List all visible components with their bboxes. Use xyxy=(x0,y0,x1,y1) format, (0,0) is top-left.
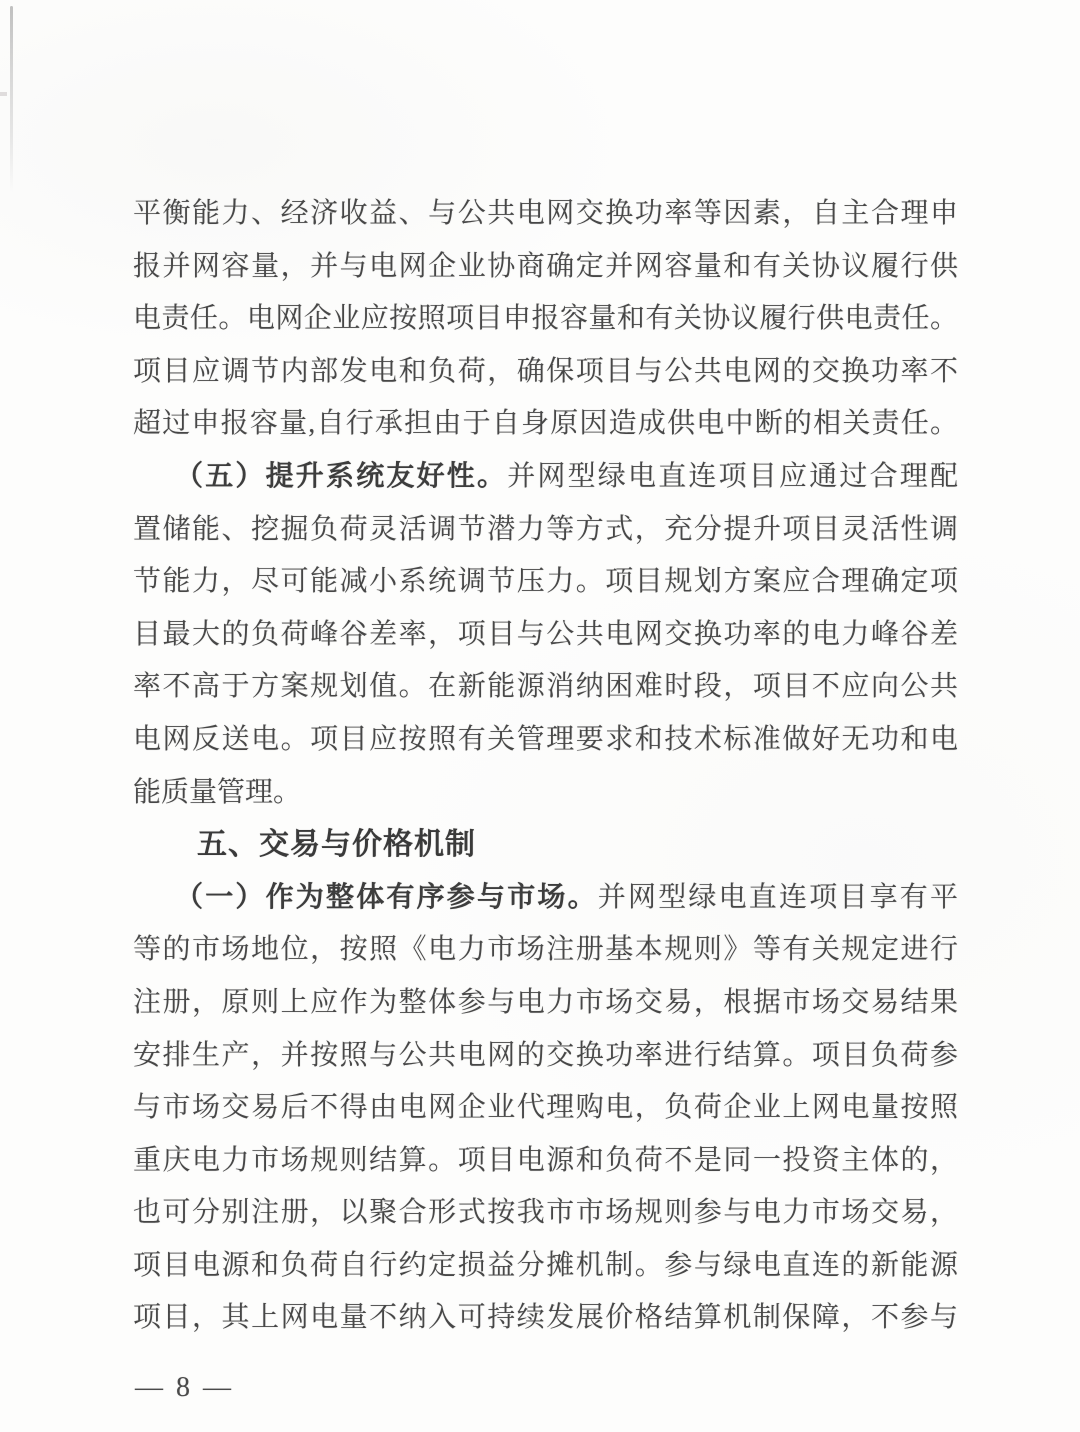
text-line: 等的市场地位，按照《电力市场注册基本规则》等有关规定进行 xyxy=(133,934,958,966)
text-line: 重庆电力市场规则结算。项目电源和负荷不是同一投资主体的， xyxy=(133,1144,958,1176)
text-line: 率不高于方案规划值。在新能源消纳困难时段，项目不应向公共 xyxy=(133,671,958,703)
text-line: 报并网容量，并与电网企业协商确定并网容量和有关协议履行供 xyxy=(133,250,958,282)
text-line: 项目应调节内部发电和负荷，确保项目与公共电网的交换功率不 xyxy=(133,355,958,387)
clause-text: 并网型绿电直连项目享有平 xyxy=(597,881,958,913)
text-line: 电网反送电。项目应按照有关管理要求和技术标准做好无功和电 xyxy=(133,723,958,755)
text-line: 注册，原则上应作为整体参与电力市场交易，根据市场交易结果 xyxy=(133,986,958,1018)
text-line xyxy=(133,451,958,504)
text-line: 置储能、挖掘负荷灵活调节潜力等方式，充分提升项目灵活性调 xyxy=(133,513,958,545)
text-line: 电责任。电网企业应按照项目申报容量和有关协议履行供电责任。 xyxy=(133,303,958,335)
page-number: — 8 — xyxy=(135,1372,234,1403)
text-line: 与市场交易后不得由电网企业代理购电，负荷企业上网电量按照 xyxy=(133,1092,958,1124)
text-line: 能质量管理。 xyxy=(133,776,302,808)
text-line: 项目，其上网电量不纳入可持续发展价格结算机制保障，不参与 xyxy=(133,1302,958,1334)
text-line: 目最大的负荷峰谷差率，项目与公共电网交换功率的电力峰谷差 xyxy=(133,618,958,650)
clause-text: 并网型绿电直连项目应通过合理配 xyxy=(507,460,958,492)
text-line: 超过申报容量,自行承担由于自身原因造成供电中断的相关责任。 xyxy=(133,408,958,440)
clause-title: （一）作为整体有序参与市场。 xyxy=(175,881,598,913)
text-line: 节能力，尽可能减小系统调节压力。项目规划方案应合理确定项 xyxy=(133,566,958,598)
text-line: 项目电源和负荷自行约定损益分摊机制。参与绿电直连的新能源 xyxy=(133,1249,958,1281)
document-body xyxy=(133,188,958,1345)
section-heading: 五、交易与价格机制 xyxy=(197,828,476,862)
clause-title: （五）提升系统友好性。 xyxy=(175,460,508,492)
scan-artifact-mark xyxy=(0,92,7,96)
text-line: 平衡能力、经济收益、与公共电网交换功率等因素，自主合理申 xyxy=(133,198,958,229)
text-line: 安排生产，并按照与公共电网的交换功率进行结算。项目负荷参 xyxy=(133,1039,958,1071)
scan-artifact-vertical-line xyxy=(10,6,13,192)
text-line xyxy=(133,872,958,925)
text-line: 也可分别注册，以聚合形式按我市市场规则参与电力市场交易， xyxy=(133,1197,958,1229)
